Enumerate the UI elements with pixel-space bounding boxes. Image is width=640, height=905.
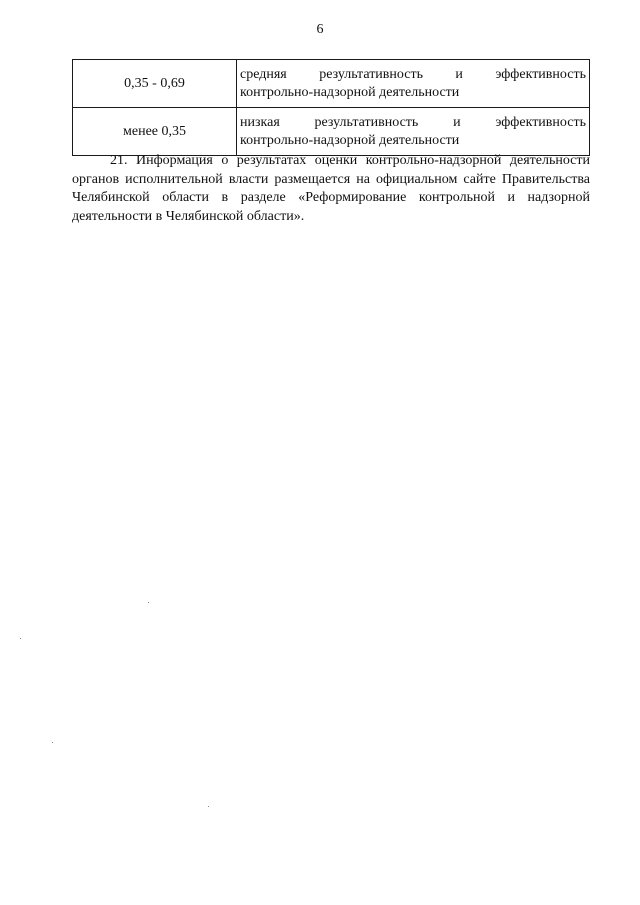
description-line-2: контрольно-надзорной деятельности	[240, 84, 460, 100]
description-word: средняя	[240, 66, 287, 82]
description-cell	[237, 60, 590, 108]
table-row	[73, 60, 590, 108]
description-word: результативность	[314, 114, 419, 130]
description-cell	[237, 108, 590, 156]
paragraph-number: 21.	[110, 153, 128, 168]
paragraph-text: Информация о результатах оценки контрольно-надзорной деятельности органов исполнительной власти размещается на официальном сайте Правительства Челябинской области в разделе «Реформирование контрольной и надзорной деятельности в Челябинской области».	[72, 153, 590, 224]
scan-speck	[148, 602, 149, 603]
description-line-1	[240, 114, 586, 132]
score-table	[72, 59, 590, 156]
range-cell: менее 0,35	[73, 108, 237, 156]
paragraph-21	[72, 152, 590, 226]
scan-speck	[52, 742, 53, 743]
description-word: низкая	[240, 114, 280, 130]
description-line-2: контрольно-надзорной деятельности	[240, 132, 460, 148]
description-word: эффективность	[495, 66, 586, 82]
description-line-1	[240, 66, 586, 84]
description-word: и	[453, 114, 461, 130]
scan-speck	[208, 806, 209, 807]
description-word: эффективность	[495, 114, 586, 130]
description-word: результативность	[319, 66, 423, 82]
page-number: 6	[316, 22, 324, 37]
range-cell: 0,35 - 0,69	[73, 60, 237, 108]
table-row	[73, 108, 590, 156]
scan-speck	[20, 638, 21, 639]
description-word: и	[455, 66, 463, 82]
